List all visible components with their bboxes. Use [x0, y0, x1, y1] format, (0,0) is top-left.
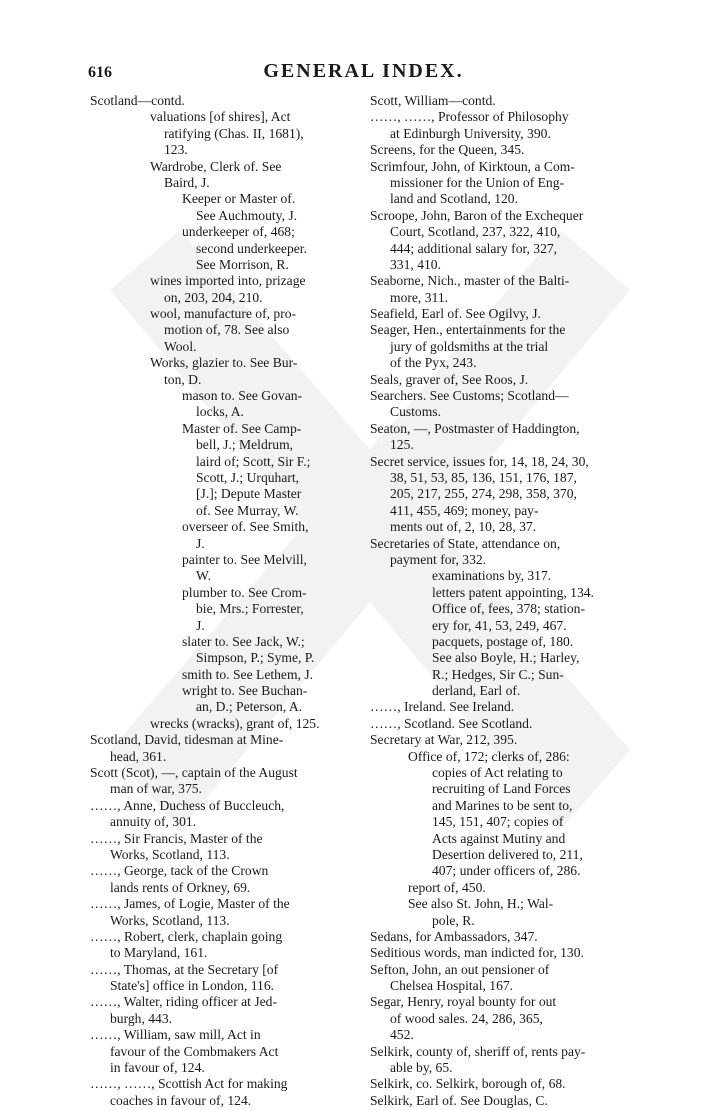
index-line: payment for, 332. — [390, 551, 487, 567]
index-line: ments out of, 2, 10, 28, 37. — [390, 519, 537, 535]
index-line: Screens, for the Queen, 345. — [370, 142, 525, 158]
index-line: mason to. See Govan- — [182, 388, 303, 404]
index-line: Court, Scotland, 237, 322, 410, — [390, 224, 561, 240]
index-line: Scrimfour, John, of Kirktoun, a Com- — [370, 158, 575, 174]
index-line: plumber to. See Crom- — [182, 584, 307, 600]
index-line: Secretaries of State, attendance on, — [370, 535, 561, 551]
index-line: 123. — [164, 142, 188, 158]
index-line: ……, ……, Professor of Philosophy — [370, 109, 569, 125]
index-line: 331, 410. — [390, 256, 441, 272]
index-line: ton, D. — [164, 371, 202, 387]
index-line: 452. — [390, 1027, 414, 1043]
index-line: ……, Robert, clerk, chaplain going — [90, 928, 283, 944]
index-line: slater to. See Jack, W.; — [182, 633, 305, 649]
index-line: Works, Scotland, 113. — [110, 912, 230, 928]
index-line: motion of, 78. See also — [164, 322, 290, 338]
index-line: Simpson, P.; Syme, P. — [196, 650, 315, 666]
index-line: 407; under officers of, 286. — [432, 863, 581, 879]
page-number: 616 — [88, 64, 112, 81]
index-line: Seaton, —, Postmaster of Haddington, — [370, 420, 580, 436]
index-line: Secretary at War, 212, 395. — [370, 732, 518, 748]
index-line: See Auchmouty, J. — [196, 207, 298, 223]
index-column-right — [370, 93, 645, 1109]
index-line: ……, William, saw mill, Act in — [90, 1027, 261, 1043]
index-line: Scotland, David, tidesman at Mine- — [90, 732, 284, 748]
index-line: Wool. — [164, 338, 197, 354]
index-line: bie, Mrs.; Forrester, — [196, 601, 304, 617]
index-line: pacquets, postage of, 180. — [432, 633, 574, 649]
index-line: Selkirk, county of, sheriff of, rents pay- — [370, 1043, 586, 1059]
index-line: Customs. — [390, 404, 441, 420]
index-line: examinations by, 317. — [432, 568, 552, 584]
index-line: ratifying (Chas. II, 1681), — [164, 125, 304, 141]
index-line: Selkirk, co. Selkirk, borough of, 68. — [370, 1076, 566, 1092]
index-line: ……, George, tack of the Crown — [90, 863, 269, 879]
index-line: of the Pyx, 243. — [390, 355, 477, 371]
index-line: Scott, William—contd. — [370, 93, 496, 108]
index-line: and Marines to be sent to, — [432, 797, 573, 813]
index-line: wines imported into, prizage — [150, 273, 306, 289]
index-line: ……, Anne, Duchess of Buccleuch, — [90, 797, 285, 813]
index-line: Acts against Mutiny and — [432, 830, 566, 846]
index-line: State's] office in London, 116. — [110, 978, 275, 994]
index-line: smith to. See Lethem, J. — [182, 666, 314, 682]
index-line: Works, glazier to. See Bur- — [150, 355, 298, 371]
index-line: an, D.; Peterson, A. — [196, 699, 303, 715]
index-line: ……, Thomas, at the Secretary [of — [90, 961, 279, 977]
index-line: Scott, J.; Urquhart, — [196, 469, 300, 485]
index-line: derland, Earl of. — [432, 683, 521, 699]
index-line: Segar, Henry, royal bounty for out — [370, 994, 557, 1010]
index-line: jury of goldsmiths at the trial — [390, 338, 549, 354]
index-line: Master of. See Camp- — [182, 420, 302, 436]
index-line: Chelsea Hospital, 167. — [390, 978, 514, 994]
index-line: wright to. See Buchan- — [182, 683, 308, 699]
index-line: J. — [196, 617, 205, 633]
index-line: man of war, 375. — [110, 781, 202, 797]
index-line: painter to. See Melvill, — [182, 551, 307, 567]
index-line: favour of the Combmakers Act — [110, 1043, 279, 1059]
index-line: See also Boyle, H.; Harley, — [432, 650, 580, 666]
index-line: Scotland—contd. — [90, 93, 185, 108]
index-line: burgh, 443. — [110, 1010, 173, 1026]
index-line: Scott (Scot), —, captain of the August — [90, 765, 298, 781]
index-line: coaches in favour of, 124. — [110, 1092, 252, 1108]
index-line: able by, 65. — [390, 1060, 453, 1076]
index-line: Works, Scotland, 113. — [110, 846, 230, 862]
index-line: ……, Sir Francis, Master of the — [90, 830, 263, 846]
index-line: Office of, fees, 378; station- — [432, 601, 586, 617]
index-line: of wood sales. 24, 286, 365, — [390, 1010, 543, 1026]
index-line: second underkeeper. — [196, 240, 307, 256]
index-line: ……, James, of Logie, Master of the — [90, 896, 290, 912]
index-line: underkeeper of, 468; — [182, 224, 295, 240]
index-line: [J.]; Depute Master — [196, 486, 302, 502]
index-line: Searchers. See Customs; Scotland— — [370, 388, 569, 404]
index-line: 125. — [390, 437, 414, 453]
index-line: 411, 455, 469; money, pay- — [390, 502, 539, 518]
index-line: locks, A. — [196, 404, 244, 420]
index-line: Seafield, Earl of. See Ogilvy, J. — [370, 306, 541, 322]
index-line: copies of Act relating to — [432, 765, 563, 781]
index-line: Seaborne, Nich., master of the Balti- — [370, 273, 570, 289]
index-line: at Edinburgh University, 390. — [390, 125, 551, 141]
index-line: Sedans, for Ambassadors, 347. — [370, 928, 538, 944]
index-line: W. — [196, 568, 211, 584]
index-line: 205, 217, 255, 274, 298, 358, 370, — [390, 486, 577, 502]
index-line: Sefton, John, an out pensioner of — [370, 961, 550, 977]
index-line: letters patent appointing, 134. — [432, 584, 594, 600]
index-line: wool, manufacture of, pro- — [150, 306, 297, 322]
index-line: wrecks (wracks), grant of, 125. — [150, 715, 320, 731]
index-line: report of, 450. — [408, 879, 486, 895]
page-title: GENERAL INDEX. — [263, 60, 464, 82]
index-line: ……, Scotland. See Scotland. — [370, 715, 533, 731]
index-line: more, 311. — [390, 289, 449, 305]
index-line: overseer of. See Smith, — [182, 519, 309, 535]
index-line: 38, 51, 53, 85, 136, 151, 176, 187, — [390, 469, 577, 485]
index-line: bell, J.; Meldrum, — [196, 437, 294, 453]
index-line: See Morrison, R. — [196, 256, 289, 272]
index-line: Scroope, John, Baron of the Exchequer — [370, 207, 584, 223]
index-line: land and Scotland, 120. — [390, 191, 518, 207]
index-line: ……, ……, Scottish Act for making — [90, 1076, 288, 1092]
index-line: Wardrobe, Clerk of. See — [150, 158, 282, 174]
index-line: ……, Ireland. See Ireland. — [370, 699, 515, 715]
index-line: Desertion delivered to, 211, — [432, 846, 583, 862]
index-line: ery for, 41, 53, 249, 467. — [432, 617, 567, 633]
index-line: ……, Walter, riding officer at Jed- — [90, 994, 277, 1010]
index-line: Office of, 172; clerks of, 286: — [408, 748, 570, 764]
index-line: R.; Hedges, Sir C.; Sun- — [432, 666, 564, 682]
index-line: valuations [of shires], Act — [150, 109, 291, 125]
index-line: pole, R. — [432, 912, 475, 928]
index-line: Seager, Hen., entertainments for the — [370, 322, 566, 338]
index-line: Seditious words, man indicted for, 130. — [370, 945, 584, 961]
index-line: recruiting of Land Forces — [432, 781, 571, 797]
index-line: on, 203, 204, 210. — [164, 289, 263, 305]
index-line: annuity of, 301. — [110, 814, 197, 830]
index-line: missioner for the Union of Eng- — [390, 174, 565, 190]
index-line: to Maryland, 161. — [110, 945, 208, 961]
index-line: J. — [196, 535, 205, 551]
index-line: of. See Murray, W. — [196, 502, 299, 518]
index-line: Secret service, issues for, 14, 18, 24, 30, — [370, 453, 589, 469]
index-column-left — [90, 93, 358, 1109]
index-line: 145, 151, 407; copies of — [432, 814, 564, 830]
index-line: in favour of, 124. — [110, 1060, 205, 1076]
index-line: See also St. John, H.; Wal- — [408, 896, 554, 912]
index-line: Selkirk, Earl of. See Douglas, C. — [370, 1092, 548, 1108]
index-line: head, 361. — [110, 748, 167, 764]
index-line: Baird, J. — [164, 174, 210, 190]
index-line: Keeper or Master of. — [182, 191, 296, 207]
index-line: Seals, graver of, See Roos, J. — [370, 371, 529, 387]
index-line: 444; additional salary for, 327, — [390, 240, 558, 256]
index-line: laird of; Scott, Sir F.; — [196, 453, 311, 469]
index-line: lands rents of Orkney, 69. — [110, 879, 251, 895]
